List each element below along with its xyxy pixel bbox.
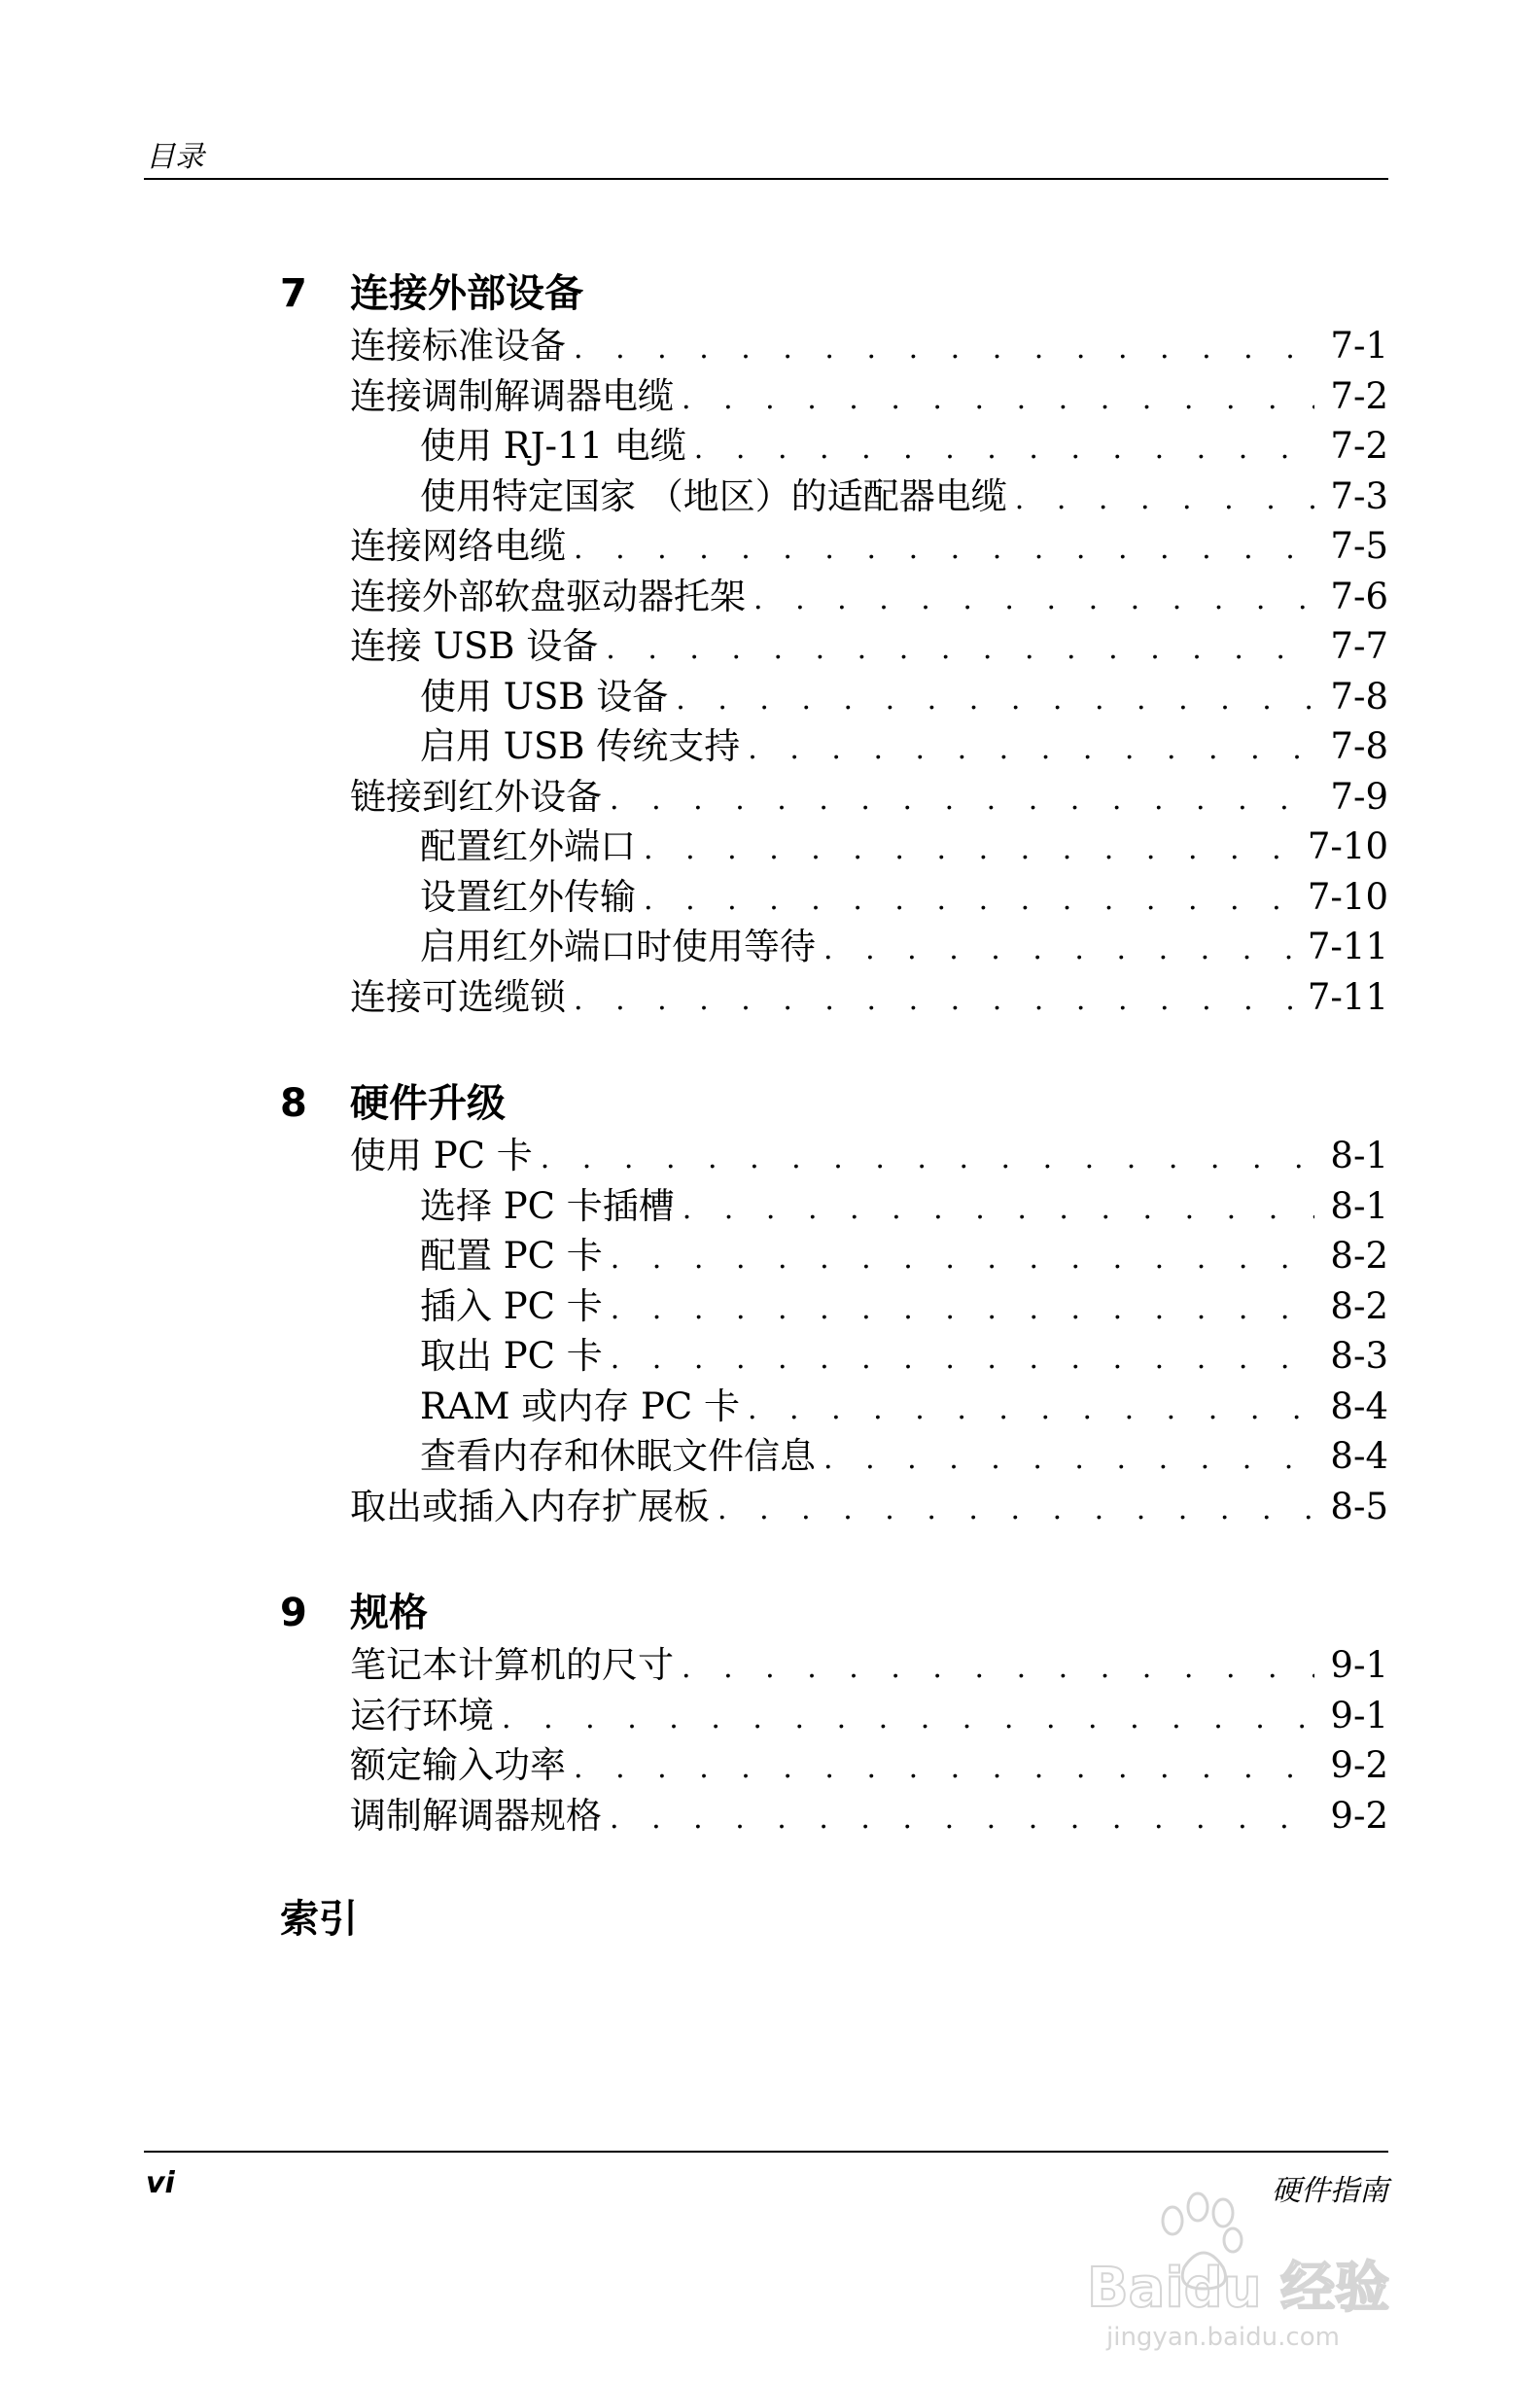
dot-leader <box>682 374 1314 422</box>
chapter-number: 8 <box>280 1081 307 1126</box>
toc-entry-title: 连接 USB 设备 <box>350 625 599 667</box>
toc-entry[interactable] <box>280 321 1388 371</box>
footer-page-number: vi <box>146 2166 175 2200</box>
toc-entry-page: 7-2 <box>1330 425 1388 467</box>
toc-entry-title: 连接标准设备 <box>350 325 566 367</box>
dot-leader <box>574 324 1314 371</box>
dot-leader <box>676 675 1314 722</box>
toc-entry[interactable] <box>280 1482 1388 1532</box>
toc-entry-title: 启用红外端口时使用等待 <box>420 926 816 967</box>
toc-entry-title: 连接调制解调器电缆 <box>350 374 674 417</box>
toc-entry-page: 7-7 <box>1330 625 1388 667</box>
dot-leader <box>610 775 1314 823</box>
dot-leader <box>606 624 1314 672</box>
toc-entry-page: 9-1 <box>1330 1694 1388 1736</box>
toc-subentry[interactable] <box>280 872 1388 923</box>
toc-entry-title: 设置红外传输 <box>420 875 636 918</box>
toc-entry[interactable] <box>280 1131 1388 1181</box>
toc-entry-page: 7-8 <box>1330 725 1388 767</box>
toc-entry-title: 取出 PC 卡 <box>420 1335 603 1377</box>
chapter-heading[interactable] <box>280 1072 1388 1131</box>
dot-leader <box>574 975 1294 1023</box>
dot-leader <box>611 1284 1314 1332</box>
toc-entry[interactable] <box>280 1740 1388 1791</box>
chapter-9 <box>280 1582 1388 1841</box>
toc-entry-title: 启用 USB 传统支持 <box>420 725 741 767</box>
toc-entry-page: 7-11 <box>1307 975 1388 1018</box>
toc-entry[interactable] <box>280 772 1388 823</box>
toc-entry-page: 8-2 <box>1330 1235 1388 1277</box>
toc-subentry[interactable] <box>280 1181 1388 1232</box>
toc-entry[interactable] <box>280 1691 1388 1741</box>
toc-subentry[interactable] <box>280 1231 1388 1281</box>
toc-entry-page: 9-1 <box>1330 1644 1388 1686</box>
chapter-title: 规格 <box>350 1591 428 1635</box>
chapter-title: 硬件升级 <box>350 1081 506 1126</box>
toc-entry-page: 7-5 <box>1330 525 1388 567</box>
toc-entry[interactable] <box>280 621 1388 672</box>
header-rule <box>144 178 1388 180</box>
toc-entry-title: 使用 RJ-11 电缆 <box>420 425 686 467</box>
dot-leader <box>541 1134 1314 1181</box>
toc-entry-page: 9-2 <box>1330 1794 1388 1837</box>
table-of-contents <box>280 263 1388 1891</box>
toc-entry-title: 链接到红外设备 <box>350 775 602 818</box>
chapter-7 <box>280 263 1388 1022</box>
toc-entry[interactable] <box>280 1640 1388 1691</box>
dot-leader <box>823 1434 1314 1482</box>
toc-entry-page: 7-1 <box>1330 325 1388 367</box>
toc-subentry[interactable] <box>280 421 1388 472</box>
toc-entry-page: 8-1 <box>1330 1184 1388 1227</box>
toc-subentry[interactable] <box>280 822 1388 872</box>
toc-subentry[interactable] <box>280 1382 1388 1432</box>
dot-leader <box>611 1334 1314 1382</box>
toc-entry-title: 使用 PC 卡 <box>350 1135 533 1176</box>
dot-leader <box>574 524 1314 572</box>
toc-entry-title: 选择 PC 卡插槽 <box>420 1184 675 1227</box>
toc-entry-title: 连接可选缆锁 <box>350 975 566 1018</box>
chapter-number: 9 <box>280 1591 307 1635</box>
running-header: 目录 <box>146 140 204 174</box>
dot-leader <box>748 1385 1314 1432</box>
toc-subentry[interactable] <box>280 672 1388 722</box>
dot-leader <box>694 424 1314 472</box>
dot-leader <box>718 1485 1314 1532</box>
toc-entry-title: 插入 PC 卡 <box>420 1284 603 1327</box>
toc-subentry[interactable] <box>280 1281 1388 1332</box>
toc-entry-title: 调制解调器规格 <box>350 1794 602 1837</box>
dot-leader <box>682 1184 1314 1232</box>
toc-entry-page: 7-6 <box>1330 575 1388 617</box>
toc-entry-page: 7-9 <box>1330 775 1388 818</box>
dot-leader <box>611 1234 1314 1281</box>
toc-entry-page: 7-8 <box>1330 675 1388 718</box>
toc-entry-title: 额定输入功率 <box>350 1744 566 1786</box>
toc-subentry[interactable] <box>280 1431 1388 1482</box>
chapter-title: 连接外部设备 <box>350 271 583 316</box>
watermark-url: jingyan.baidu.com <box>1106 2323 1340 2352</box>
chapter-heading[interactable] <box>280 263 1388 321</box>
dot-leader <box>644 875 1294 923</box>
toc-entry-page: 7-3 <box>1330 474 1388 517</box>
toc-entry-title: 使用 USB 设备 <box>420 675 669 718</box>
watermark-brand: Baidu 经验 <box>1087 2257 1390 2320</box>
toc-entry-page: 8-3 <box>1330 1335 1388 1377</box>
dot-leader <box>753 575 1314 622</box>
toc-entry-title: 使用特定国家 （地区）的适配器电缆 <box>420 474 1007 517</box>
toc-entry-title: 配置 PC 卡 <box>420 1235 603 1277</box>
footer-rule <box>144 2151 1388 2153</box>
toc-entry-title: 查看内存和休眠文件信息 <box>420 1435 816 1477</box>
footer-book-title: 硬件指南 <box>1272 2174 1388 2208</box>
toc-entry-title: 笔记本计算机的尺寸 <box>350 1644 674 1686</box>
chapter-8 <box>280 1072 1388 1531</box>
dot-leader <box>610 1794 1314 1841</box>
toc-subentry[interactable] <box>280 721 1388 772</box>
toc-entry-page: 7-2 <box>1330 374 1388 417</box>
toc-entry-title: RAM 或内存 PC 卡 <box>420 1385 740 1427</box>
toc-entry-page: 8-4 <box>1330 1435 1388 1477</box>
toc-entry-title: 取出或插入内存扩展板 <box>350 1485 710 1527</box>
dot-leader <box>748 724 1314 772</box>
toc-entry-page: 8-1 <box>1330 1135 1388 1176</box>
toc-entry-page: 7-10 <box>1307 825 1388 867</box>
index-heading[interactable]: 索引 <box>280 1897 358 1942</box>
toc-entry-page: 8-4 <box>1330 1385 1388 1427</box>
dot-leader <box>682 1643 1314 1691</box>
toc-entry-title: 连接外部软盘驱动器托架 <box>350 575 746 617</box>
dot-leader <box>1015 474 1314 522</box>
toc-entry-page: 7-10 <box>1307 875 1388 918</box>
toc-entry-page: 8-2 <box>1330 1284 1388 1327</box>
dot-leader <box>644 824 1294 872</box>
dot-leader <box>574 1743 1314 1791</box>
dot-leader <box>823 925 1294 972</box>
chapter-number: 7 <box>280 271 307 316</box>
chapter-heading[interactable] <box>280 1582 1388 1640</box>
toc-subentry[interactable] <box>280 472 1388 522</box>
toc-entry-page: 8-5 <box>1330 1485 1388 1527</box>
toc-subentry[interactable] <box>280 1331 1388 1382</box>
toc-entry[interactable] <box>280 1791 1388 1841</box>
toc-entry[interactable] <box>280 521 1388 572</box>
toc-entry[interactable] <box>280 371 1388 422</box>
toc-entry-title: 运行环境 <box>350 1694 494 1736</box>
toc-entry-title: 配置红外端口 <box>420 825 636 867</box>
toc-entry[interactable] <box>280 572 1388 622</box>
toc-subentry[interactable] <box>280 922 1388 972</box>
toc-entry-page: 9-2 <box>1330 1744 1388 1786</box>
toc-entry-title: 连接网络电缆 <box>350 525 566 567</box>
toc-entry[interactable] <box>280 972 1388 1023</box>
dot-leader <box>502 1694 1314 1741</box>
toc-entry-page: 7-11 <box>1307 926 1388 967</box>
